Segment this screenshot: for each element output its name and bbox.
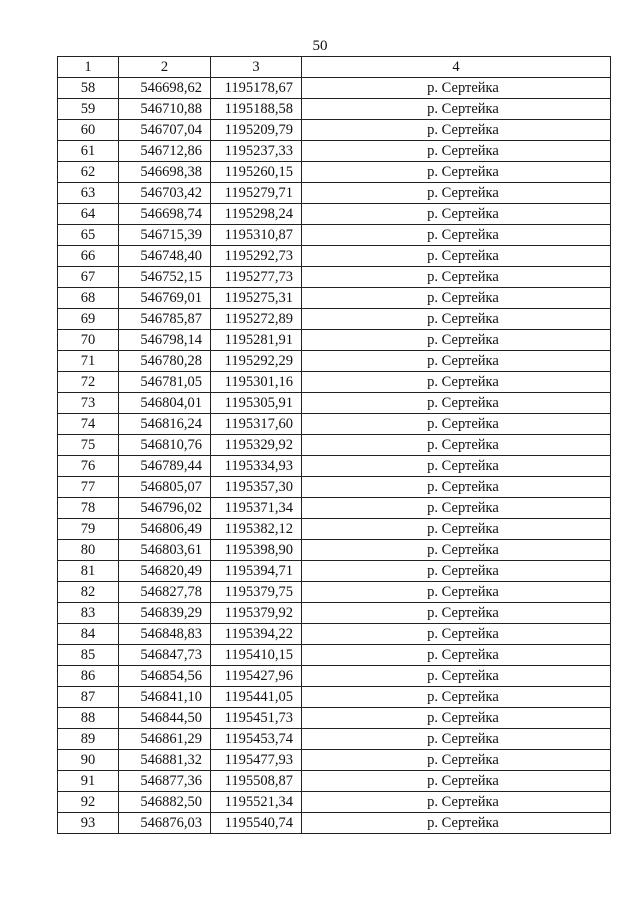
- cell-coord-y: 1195441,05: [211, 687, 302, 708]
- table-row: [58, 246, 611, 267]
- cell-coord-x: 546861,29: [119, 729, 211, 750]
- cell-coord-x: 546810,76: [119, 435, 211, 456]
- cell-coord-y: 1195410,15: [211, 645, 302, 666]
- cell-description: р. Сертейка: [302, 288, 611, 309]
- cell-point-number: 75: [58, 435, 119, 456]
- cell-coord-x: 546877,36: [119, 771, 211, 792]
- cell-coord-y: 1195298,24: [211, 204, 302, 225]
- cell-description: р. Сертейка: [302, 666, 611, 687]
- cell-coord-y: 1195394,22: [211, 624, 302, 645]
- cell-point-number: 65: [58, 225, 119, 246]
- cell-point-number: 60: [58, 120, 119, 141]
- cell-description: р. Сертейка: [302, 498, 611, 519]
- table-row: [58, 813, 611, 834]
- cell-point-number: 93: [58, 813, 119, 834]
- cell-coord-x: 546839,29: [119, 603, 211, 624]
- cell-coord-x: 546698,38: [119, 162, 211, 183]
- cell-coord-y: 1195279,71: [211, 183, 302, 204]
- cell-coord-x: 546844,50: [119, 708, 211, 729]
- cell-point-number: 88: [58, 708, 119, 729]
- cell-coord-y: 1195329,92: [211, 435, 302, 456]
- cell-point-number: 85: [58, 645, 119, 666]
- cell-point-number: 92: [58, 792, 119, 813]
- cell-point-number: 91: [58, 771, 119, 792]
- cell-point-number: 69: [58, 309, 119, 330]
- cell-point-number: 74: [58, 414, 119, 435]
- header-row: [58, 57, 611, 78]
- cell-coord-x: 546798,14: [119, 330, 211, 351]
- cell-description: р. Сертейка: [302, 99, 611, 120]
- cell-point-number: 73: [58, 393, 119, 414]
- table-row: [58, 603, 611, 624]
- cell-coord-y: 1195379,75: [211, 582, 302, 603]
- cell-coord-x: 546715,39: [119, 225, 211, 246]
- cell-coord-y: 1195292,73: [211, 246, 302, 267]
- table-row: [58, 267, 611, 288]
- cell-description: р. Сертейка: [302, 183, 611, 204]
- cell-point-number: 84: [58, 624, 119, 645]
- cell-point-number: 82: [58, 582, 119, 603]
- cell-coord-y: 1195301,16: [211, 372, 302, 393]
- cell-coord-y: 1195272,89: [211, 309, 302, 330]
- cell-description: р. Сертейка: [302, 162, 611, 183]
- cell-point-number: 86: [58, 666, 119, 687]
- header-col-2: 2: [119, 57, 211, 78]
- cell-description: р. Сертейка: [302, 561, 611, 582]
- cell-point-number: 89: [58, 729, 119, 750]
- table-row: [58, 414, 611, 435]
- cell-description: р. Сертейка: [302, 141, 611, 162]
- header-col-4: 4: [302, 57, 611, 78]
- cell-description: р. Сертейка: [302, 393, 611, 414]
- cell-coord-x: 546703,42: [119, 183, 211, 204]
- cell-point-number: 81: [58, 561, 119, 582]
- table-row: [58, 141, 611, 162]
- table-row: [58, 330, 611, 351]
- cell-description: р. Сертейка: [302, 414, 611, 435]
- cell-coord-x: 546698,74: [119, 204, 211, 225]
- cell-coord-x: 546710,88: [119, 99, 211, 120]
- cell-coord-x: 546712,86: [119, 141, 211, 162]
- table-row: [58, 708, 611, 729]
- cell-coord-x: 546804,01: [119, 393, 211, 414]
- cell-coord-x: 546769,01: [119, 288, 211, 309]
- cell-description: р. Сертейка: [302, 645, 611, 666]
- table-row: [58, 456, 611, 477]
- cell-coord-y: 1195317,60: [211, 414, 302, 435]
- cell-coord-y: 1195178,67: [211, 78, 302, 99]
- cell-coord-y: 1195305,91: [211, 393, 302, 414]
- cell-description: р. Сертейка: [302, 519, 611, 540]
- table-row: [58, 498, 611, 519]
- cell-coord-y: 1195540,74: [211, 813, 302, 834]
- cell-description: р. Сертейка: [302, 120, 611, 141]
- cell-coord-y: 1195357,30: [211, 477, 302, 498]
- cell-coord-x: 546748,40: [119, 246, 211, 267]
- cell-description: р. Сертейка: [302, 435, 611, 456]
- cell-description: р. Сертейка: [302, 351, 611, 372]
- table-row: [58, 624, 611, 645]
- cell-description: р. Сертейка: [302, 708, 611, 729]
- cell-description: р. Сертейка: [302, 456, 611, 477]
- cell-description: р. Сертейка: [302, 267, 611, 288]
- cell-point-number: 68: [58, 288, 119, 309]
- page-number: 50: [312, 38, 328, 54]
- cell-coord-y: 1195188,58: [211, 99, 302, 120]
- table-row: [58, 393, 611, 414]
- cell-coord-x: 546827,78: [119, 582, 211, 603]
- cell-coord-x: 546854,56: [119, 666, 211, 687]
- cell-coord-y: 1195260,15: [211, 162, 302, 183]
- cell-coord-y: 1195427,96: [211, 666, 302, 687]
- cell-description: р. Сертейка: [302, 309, 611, 330]
- cell-coord-x: 546780,28: [119, 351, 211, 372]
- table-row: [58, 225, 611, 246]
- cell-point-number: 70: [58, 330, 119, 351]
- cell-coord-y: 1195521,34: [211, 792, 302, 813]
- cell-coord-x: 546785,87: [119, 309, 211, 330]
- cell-coord-y: 1195453,74: [211, 729, 302, 750]
- cell-point-number: 72: [58, 372, 119, 393]
- header-col-3: 3: [211, 57, 302, 78]
- cell-description: р. Сертейка: [302, 372, 611, 393]
- cell-description: р. Сертейка: [302, 771, 611, 792]
- cell-coord-y: 1195292,29: [211, 351, 302, 372]
- cell-point-number: 87: [58, 687, 119, 708]
- cell-point-number: 77: [58, 477, 119, 498]
- cell-coord-y: 1195237,33: [211, 141, 302, 162]
- table-row: [58, 288, 611, 309]
- table-row: [58, 687, 611, 708]
- cell-point-number: 58: [58, 78, 119, 99]
- cell-coord-x: 546816,24: [119, 414, 211, 435]
- cell-coord-x: 546796,02: [119, 498, 211, 519]
- cell-description: р. Сертейка: [302, 246, 611, 267]
- cell-coord-y: 1195310,87: [211, 225, 302, 246]
- cell-description: р. Сертейка: [302, 792, 611, 813]
- cell-coord-x: 546752,15: [119, 267, 211, 288]
- cell-point-number: 64: [58, 204, 119, 225]
- cell-coord-y: 1195394,71: [211, 561, 302, 582]
- cell-description: р. Сертейка: [302, 582, 611, 603]
- cell-description: р. Сертейка: [302, 477, 611, 498]
- cell-coord-y: 1195281,91: [211, 330, 302, 351]
- cell-coord-y: 1195508,87: [211, 771, 302, 792]
- cell-coord-y: 1195382,12: [211, 519, 302, 540]
- table-row: [58, 750, 611, 771]
- cell-point-number: 79: [58, 519, 119, 540]
- cell-point-number: 78: [58, 498, 119, 519]
- table-row: [58, 540, 611, 561]
- table-row: [58, 120, 611, 141]
- table-row: [58, 477, 611, 498]
- coordinates-table: [57, 56, 611, 834]
- table-row: [58, 561, 611, 582]
- cell-point-number: 66: [58, 246, 119, 267]
- table-row: [58, 519, 611, 540]
- cell-point-number: 71: [58, 351, 119, 372]
- cell-coord-x: 546882,50: [119, 792, 211, 813]
- cell-description: р. Сертейка: [302, 225, 611, 246]
- cell-description: р. Сертейка: [302, 78, 611, 99]
- cell-point-number: 76: [58, 456, 119, 477]
- cell-coord-x: 546805,07: [119, 477, 211, 498]
- cell-point-number: 59: [58, 99, 119, 120]
- cell-point-number: 67: [58, 267, 119, 288]
- cell-point-number: 62: [58, 162, 119, 183]
- header-col-1: 1: [58, 57, 119, 78]
- cell-coord-x: 546848,83: [119, 624, 211, 645]
- cell-coord-x: 546806,49: [119, 519, 211, 540]
- table-row: [58, 99, 611, 120]
- cell-coord-x: 546789,44: [119, 456, 211, 477]
- table-body: [58, 78, 611, 834]
- cell-description: р. Сертейка: [302, 330, 611, 351]
- table-row: [58, 204, 611, 225]
- cell-coord-x: 546781,05: [119, 372, 211, 393]
- table-row: [58, 309, 611, 330]
- cell-coord-x: 546803,61: [119, 540, 211, 561]
- table-row: [58, 792, 611, 813]
- cell-description: р. Сертейка: [302, 624, 611, 645]
- cell-coord-x: 546876,03: [119, 813, 211, 834]
- cell-coord-x: 546841,10: [119, 687, 211, 708]
- cell-coord-y: 1195371,34: [211, 498, 302, 519]
- cell-coord-y: 1195334,93: [211, 456, 302, 477]
- cell-coord-y: 1195451,73: [211, 708, 302, 729]
- cell-point-number: 63: [58, 183, 119, 204]
- cell-coord-x: 546847,73: [119, 645, 211, 666]
- cell-coord-x: 546881,32: [119, 750, 211, 771]
- cell-coord-y: 1195398,90: [211, 540, 302, 561]
- cell-point-number: 90: [58, 750, 119, 771]
- cell-coord-y: 1195275,31: [211, 288, 302, 309]
- cell-description: р. Сертейка: [302, 750, 611, 771]
- table-row: [58, 351, 611, 372]
- cell-point-number: 80: [58, 540, 119, 561]
- cell-coord-y: 1195379,92: [211, 603, 302, 624]
- table-row: [58, 183, 611, 204]
- cell-coord-x: 546820,49: [119, 561, 211, 582]
- cell-description: р. Сертейка: [302, 729, 611, 750]
- cell-coord-y: 1195209,79: [211, 120, 302, 141]
- table-row: [58, 435, 611, 456]
- cell-description: р. Сертейка: [302, 204, 611, 225]
- cell-coord-y: 1195277,73: [211, 267, 302, 288]
- table-row: [58, 78, 611, 99]
- table-row: [58, 771, 611, 792]
- cell-coord-x: 546707,04: [119, 120, 211, 141]
- cell-coord-x: 546698,62: [119, 78, 211, 99]
- cell-description: р. Сертейка: [302, 603, 611, 624]
- table-row: [58, 729, 611, 750]
- table-row: [58, 162, 611, 183]
- table-row: [58, 666, 611, 687]
- cell-description: р. Сертейка: [302, 540, 611, 561]
- table-row: [58, 645, 611, 666]
- table-header: [58, 57, 611, 78]
- cell-point-number: 61: [58, 141, 119, 162]
- table-row: [58, 372, 611, 393]
- cell-description: р. Сертейка: [302, 687, 611, 708]
- cell-coord-y: 1195477,93: [211, 750, 302, 771]
- cell-description: р. Сертейка: [302, 813, 611, 834]
- table-row: [58, 582, 611, 603]
- cell-point-number: 83: [58, 603, 119, 624]
